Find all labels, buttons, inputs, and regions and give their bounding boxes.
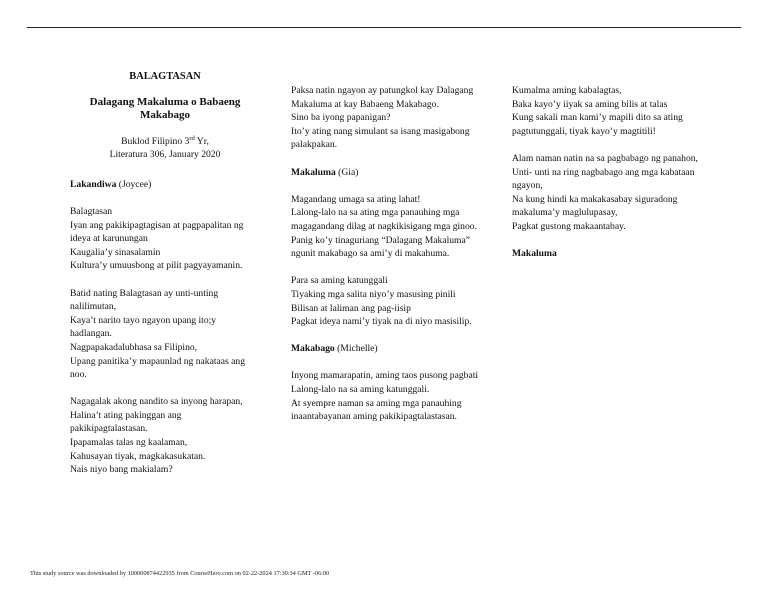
- speaker-role: Makaluma: [512, 248, 557, 260]
- download-footer: This study source was downloaded by 100000874422935 from CourseHero.com on 02-22-2024 17:30:34 GMT -06:00: [30, 570, 330, 577]
- makabago-stanzas: [291, 369, 483, 423]
- verse-line: At syempre naman sa aming mga panauhing inaantabayanan aming pakikipagtalastasan.: [291, 397, 462, 423]
- speaker-makaluma-next: [512, 247, 712, 261]
- info-line-1: [70, 135, 260, 149]
- document-title: BALAGTASAN: [129, 71, 201, 82]
- verse-line: Kumalma aming kabalagtas,: [512, 85, 622, 96]
- info-line-1-post: Yr,: [194, 135, 209, 147]
- info-line-1-sup: rd: [189, 134, 195, 142]
- verse-line: Balagtasan: [70, 205, 113, 217]
- verse-line: Panig ko’y tinaguriang “Dalagang Makaluma” ngunit makabago sa ami’y di makahuma.: [291, 234, 471, 260]
- stanza: [291, 369, 483, 423]
- verse-line: Kaugalia’y sinasalamin: [70, 246, 161, 258]
- column-1: [70, 70, 260, 490]
- stanza: [291, 274, 483, 328]
- speaker-name: (Michelle): [334, 343, 378, 355]
- verse-line: Upang panitika’y mapaunlad ng nakataas ang noo.: [70, 355, 246, 381]
- column-3-stanzas: [512, 84, 712, 234]
- verse-line: Kaya’t narito tayo ngayon upang ito;y hadlangan.: [70, 314, 217, 340]
- verse-line: Alam naman natin na sa pagbabago ng panahon,: [512, 152, 698, 164]
- stanza: [70, 205, 260, 273]
- verse-line: Nagpapakadalubhasa sa Filipino,: [70, 341, 198, 353]
- document-subtitle: Dalagang Makaluma o Babaeng Makabago: [89, 95, 241, 122]
- makaluma-stanzas: [291, 193, 483, 329]
- verse-line: Lalong-lalo na sa ating mga panauhing mga magagandang dilag at nagkikisigang mga ginoo.: [291, 207, 477, 232]
- verse-line: Nagagalak akong nandito sa inyong harapan,: [70, 396, 243, 408]
- verse-line: Ipapamalas talas ng kaalaman,: [70, 437, 188, 449]
- verse-line: Kahusayan tiyak, magkakasukatan.: [70, 450, 206, 462]
- verse-line: Nais niyo bang makialam?: [70, 464, 173, 476]
- verse-line: Paksa natin ngayon ay patungkol kay Dalagang Makaluma at kay Babaeng Makabago.: [291, 85, 474, 110]
- verse-line: Kung sakali man kami’y mapili dito sa ating pagtutunggali, tiyak kayo’y magtitili!: [512, 112, 683, 137]
- speaker-role: Makaluma: [291, 166, 336, 178]
- verse-line: Baka kayo’y iiyak sa aming bilis at talas: [512, 98, 668, 110]
- verse-line: Tiyaking mga salita niyo’y masusing pinili: [291, 288, 456, 300]
- speaker-makabago: [291, 342, 483, 356]
- speaker-name: (Gia): [335, 166, 359, 178]
- verse-line: Pagkat gustong makaantabay.: [512, 220, 626, 232]
- verse-line: Halina’t ating pakinggan ang pakikipagtalastasan.: [70, 409, 182, 435]
- column-1-stanzas: [70, 205, 260, 477]
- verse-line: Iyan ang pakikipagtagisan at pagpapalitan ng ideya at karunungan: [70, 219, 244, 245]
- column-2: [291, 84, 483, 437]
- speaker-role: Makabago: [291, 343, 335, 355]
- column-2-intro: [291, 84, 483, 152]
- verse-line: Unti- unti na ring nagbabago ang mga kabataan ngayon,: [512, 166, 695, 192]
- top-rule: [27, 27, 741, 28]
- info-line-2: Literatura 306, January 2020: [109, 149, 221, 161]
- stanza: [512, 84, 712, 138]
- stanza: [70, 395, 260, 477]
- stanza: [291, 193, 483, 261]
- verse-line: Sino ba iyong papanigan?: [291, 112, 391, 124]
- verse-line: Batid nating Balagtasan ay unti-unting nalilimutan,: [70, 287, 219, 313]
- verse-line: Magandang umaga sa ating lahat!: [291, 193, 421, 205]
- document-info: [70, 135, 260, 162]
- stanza: [512, 152, 712, 234]
- verse-line: Ito’y ating nang simulant sa isang masigabong palakpakan.: [291, 125, 470, 151]
- verse-line: Pagkat ideya nami’y tiyak na di niyo masisilip.: [291, 316, 472, 328]
- column-3: [512, 84, 712, 274]
- verse-line: Lalong-lalo na sa aming katunggali.: [291, 384, 430, 396]
- verse-line: Inyong mamarapatin, aming taos pusong pagbati: [291, 370, 479, 382]
- stanza: [70, 287, 260, 382]
- speaker-makaluma: [291, 166, 483, 180]
- verse-line: Bilisan at laliman ang pag-iisip: [291, 302, 411, 314]
- info-line-1-pre: Buklod Filipino 3: [121, 135, 190, 147]
- speaker-name: (Joycee): [116, 178, 152, 190]
- verse-line: Para sa aming katunggali: [291, 275, 388, 287]
- speaker-role: Lakandiwa: [70, 178, 117, 190]
- verse-line: Kultura’y umuusbong at pilit pagyayamanin.: [70, 260, 243, 272]
- speaker-lakandiwa: [70, 178, 260, 192]
- stanza: [291, 84, 483, 152]
- verse-line: Na kung hindi ka makakasabay siguradong makaluma’y maglulupasay,: [512, 193, 678, 219]
